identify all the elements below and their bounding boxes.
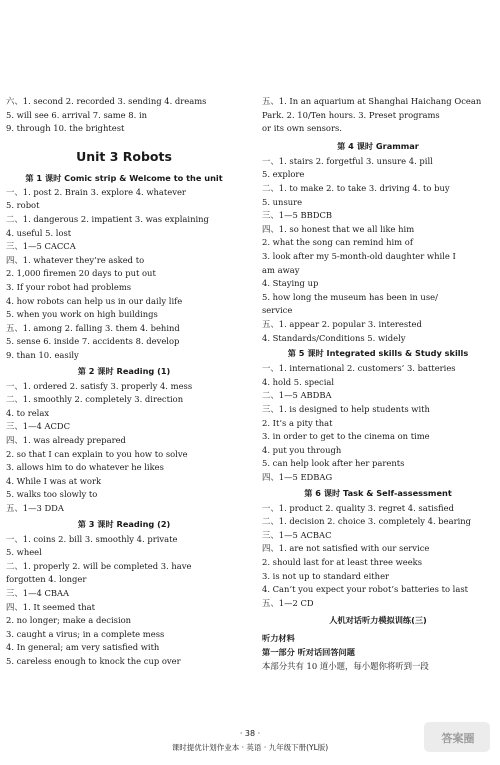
answer-line: 一、1. international 2. customers’ 3. batteries [262,363,456,374]
answer-line: 六、1. second 2. recorded 3. sending 4. dreams [6,96,207,106]
answer-line: forgotten 4. longer [6,574,87,585]
answer-line: 5. careless enough to knock the cup over [6,656,181,666]
part1-heading: 第一部分 听对话回答问题 [262,647,355,658]
answer-line: 4. put you through [262,444,342,455]
answer-line: 2. no longer; make a decision [6,615,132,626]
answer-line: 9. than 10. easily [6,350,79,360]
answer-line: 5. robot [6,200,40,211]
answer-line: 二、1. dangerous 2. impatient 3. was explaining [6,214,209,224]
answer-line: 一、1. stairs 2. forgetful 3. unsure 4. pill [262,155,433,166]
listening-title: 人机对话听力模拟训练(三) [329,615,427,626]
answer-line: 9. through 10. the brightest [6,123,125,134]
answer-line: 二、1. decision 2. choice 3. completely 4. bearing [262,516,472,527]
answer-line: 二、1—5 ABDBA [262,390,332,401]
answer-line: 5. will see 6. arrival 7. same 8. in [6,109,148,120]
answer-line: 三、1—5 ACBAC [262,529,332,540]
answer-line: 4. to relax [6,407,50,418]
answer-line: 一、1. product 2. quality 3. regret 4. satisfied [262,502,454,513]
answer-line: 3. caught a virus; in a complete mess [6,628,165,639]
answer-line: 3. allows him to do whatever he likes [6,462,164,473]
answer-line: 三、1—5 CACCA [6,241,76,252]
answer-line: 一、1. ordered 2. satisfy 3. properly 4. mess [6,380,193,391]
answer-line: 三、1—4 CBAA [6,588,70,598]
answer-line: service [262,305,293,316]
answer-line: 2. should last for at least three weeks [262,557,423,567]
answer-line: 3. is not up to standard either [262,570,390,581]
answer-line: 三、1—5 BBDCB [262,210,333,221]
answer-line: or its own sensors. [262,123,342,134]
part1-text: 本部分共有 10 道小题，每小题你将听到一段 [262,661,429,672]
answer-line: 4. hold 5. special [262,376,335,387]
answer-line: 4. useful 5. lost [6,227,72,238]
answer-line: 四、1. so honest that we all like him [262,223,415,234]
answer-line: 5. can help look after her parents [262,458,405,469]
answer-line: Park. 2. 10/Ten hours. 3. Preset programs [262,109,440,120]
answer-line: 3. If your robot had problems [6,282,132,292]
answer-line: 四、1—5 EDBAG [262,472,333,482]
answer-line: 二、1. smoothly 2. completely 3. direction [6,394,184,405]
answer-line: am away [262,264,300,275]
lesson-title: 第 3 课时 Reading (2) [77,518,171,529]
answer-line: 四、1. are not satisfied with our service [262,543,430,554]
answer-line: 二、1. to make 2. to take 3. driving 4. to buy [262,183,450,193]
answer-line: 5. when you work on high buildings [6,309,158,320]
answer-line: 四、1. It seemed that [6,601,95,612]
answer-line: 5. wheel [6,547,42,558]
answer-line: 5. explore [262,169,305,180]
answer-line: 五、1—3 DDA [6,503,64,513]
page-number: · 38 · [239,729,261,738]
answer-line: 3. in order to get to the cinema on time [262,431,430,442]
answer-line: 3. look after my 5-month-old daughter while I [262,251,456,261]
answer-line: 2. 1,000 firemen 20 days to put out [6,268,156,279]
listening-label: 听力材料 [262,633,295,644]
answer-line: 三、1. is designed to help students with [262,404,430,414]
answer-line: 5. walks too slowly to [6,489,98,500]
unit-title: Unit 3 Robots [76,148,172,164]
answer-line: 4. Staying up [262,278,319,289]
answer-line: 一、1. post 2. Brain 3. explore 4. whatever [6,186,186,197]
answer-line: 五、1—2 CD [262,597,314,608]
lesson-title: 第 4 课时 Grammar [337,140,419,151]
answer-line: 四、1. whatever they’re asked to [6,254,145,265]
watermark-logo [422,716,494,756]
answer-line: 四、1. was already prepared [6,435,126,445]
answer-line: 2. so that I can explain to you how to solve [6,448,188,459]
book-title-footer: 课时提优计划作业本 · 英语 · 九年级下册(YL版) [171,743,329,752]
answer-line: 4. In general; am very satisfied with [6,642,160,653]
answer-line: 4. Standards/Conditions 5. widely [262,332,406,343]
lesson-title: 第 1 课时 Comic strip & Welcome to the unit [25,172,223,183]
answer-line: 4. While I was at work [6,475,102,486]
lesson-title: 第 6 课时 Task & Self-assessment [304,487,452,498]
answer-line: 4. Can’t you expect your robot’s batteries to last [262,584,468,595]
answer-line: 五、1. appear 2. popular 3. interested [262,319,422,329]
lesson-title: 第 2 课时 Reading (1) [77,365,171,376]
answer-line: 5. sense 6. inside 7. accidents 8. develop [6,336,180,347]
answer-line: 二、1. properly 2. will be completed 3. have [6,560,192,571]
svg-text:答案圈: 答案圈 [441,732,475,745]
answer-line: 5. unsure [262,196,303,207]
answer-line: 一、1. coins 2. bill 3. smoothly 4. private [6,533,178,544]
lesson-title: 第 5 课时 Integrated skills & Study skills [287,348,469,359]
answer-line: 4. how robots can help us in our daily life [6,295,183,306]
answer-line: 2. It’s a pity that [262,417,333,428]
answer-line: 五、1. among 2. falling 3. them 4. behind [6,322,180,333]
answer-line: 五、1. In an aquarium at Shanghai Haichang Ocean [262,96,482,106]
answer-line: 5. how long the museum has been in use/ [262,291,438,302]
answer-line: 2. what the song can remind him of [262,237,413,248]
answer-line: 三、1—4 ACDC [6,421,71,432]
